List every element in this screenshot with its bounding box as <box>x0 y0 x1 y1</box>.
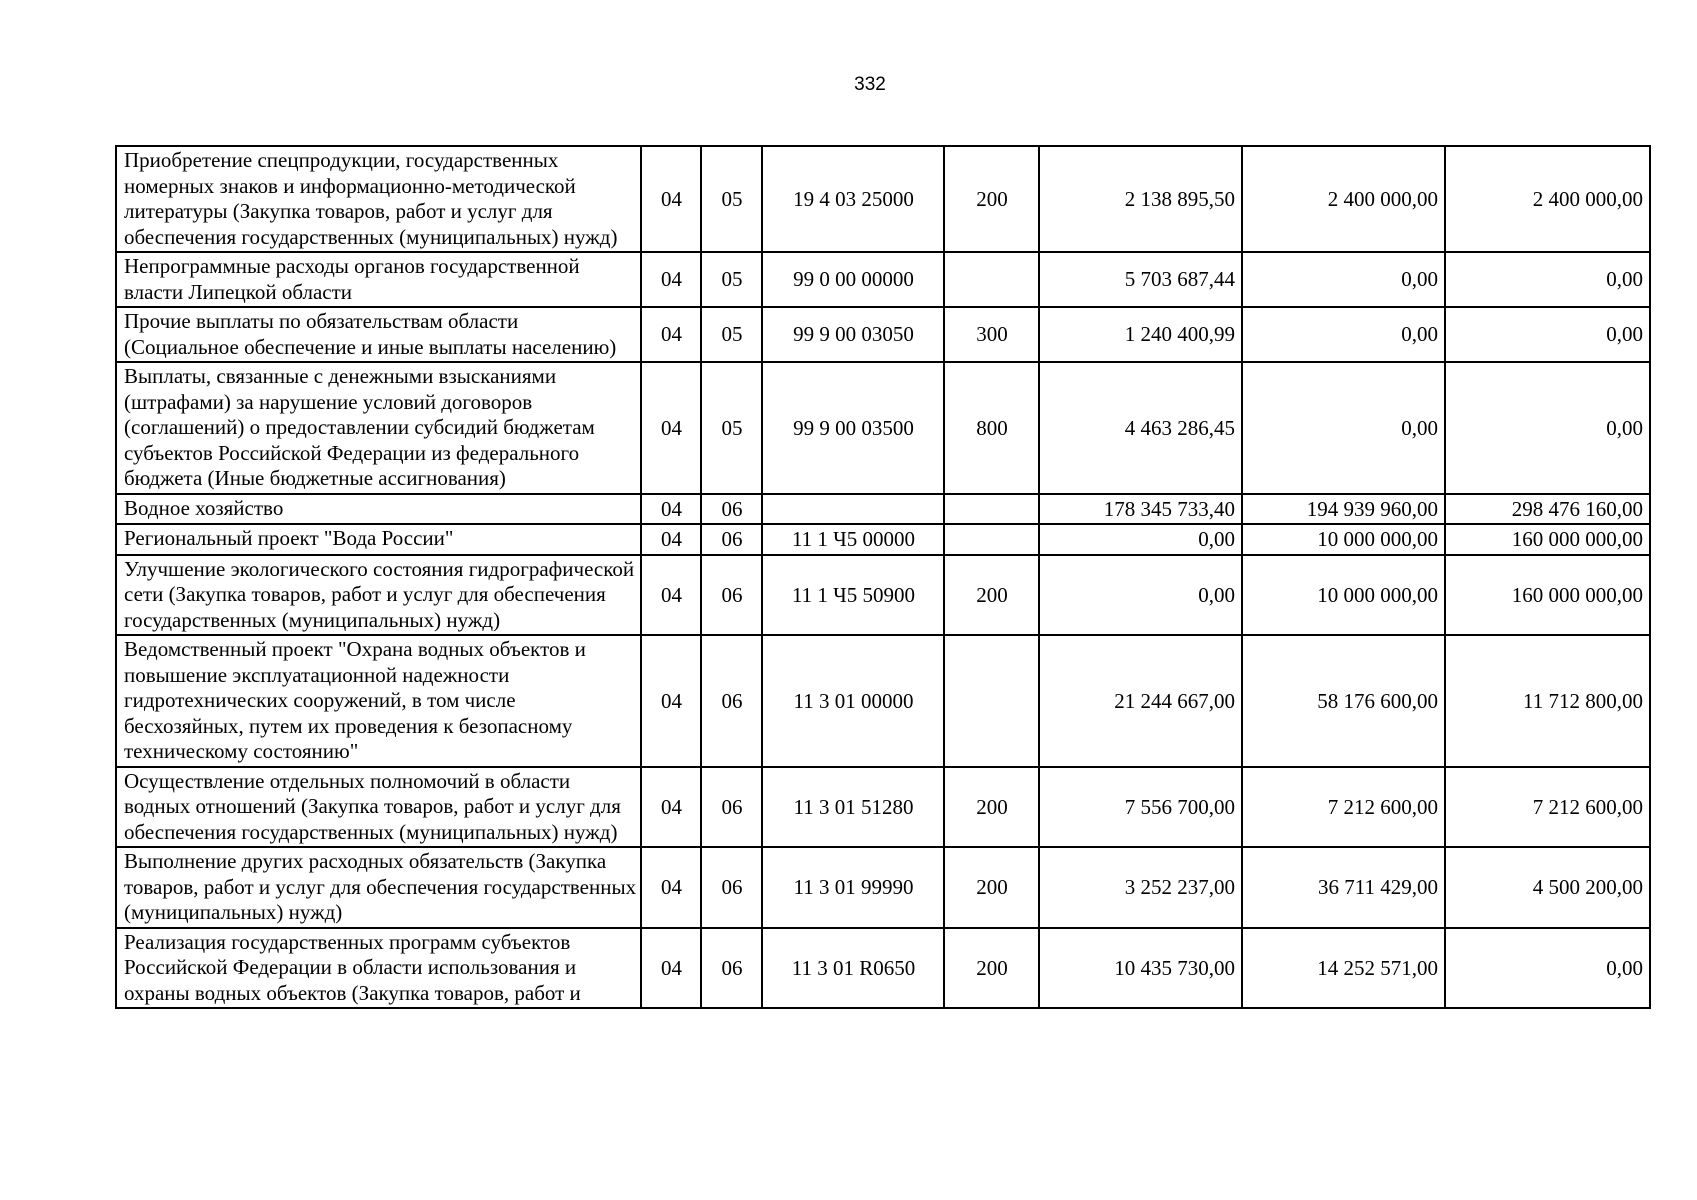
subsection-code: 06 <box>701 524 762 555</box>
amount-year-1: 7 556 700,00 <box>1039 767 1242 848</box>
amount-year-1: 21 244 667,00 <box>1039 635 1242 767</box>
amount-year-1: 2 138 895,50 <box>1039 146 1242 252</box>
expense-type-code: 200 <box>944 847 1039 928</box>
subsection-code: 05 <box>701 252 762 307</box>
section-code: 04 <box>641 146 701 252</box>
subsection-code: 06 <box>701 555 762 636</box>
amount-year-2: 0,00 <box>1242 307 1445 362</box>
subsection-code: 05 <box>701 362 762 494</box>
amount-year-3: 11 712 800,00 <box>1445 635 1650 767</box>
amount-year-1: 4 463 286,45 <box>1039 362 1242 494</box>
amount-year-3: 0,00 <box>1445 362 1650 494</box>
row-name: Прочие выплаты по обязательствам области (Социальное обеспечение и иные выплаты населению) <box>116 307 641 362</box>
amount-year-3: 7 212 600,00 <box>1445 767 1650 848</box>
section-code: 04 <box>641 524 701 555</box>
expense-type-code: 200 <box>944 767 1039 848</box>
table-row <box>116 494 1650 525</box>
subsection-code: 06 <box>701 494 762 525</box>
row-name: Ведомственный проект "Охрана водных объектов и повышение эксплуатационной надежности гидротехнических сооружений, в том числе бесхозяйных, путем их проведения к безопасному техническому состоянию" <box>116 635 641 767</box>
target-article-code: 11 3 01 R0650 <box>762 928 944 1009</box>
section-code: 04 <box>641 252 701 307</box>
row-name: Выплаты, связанные с денежными взысканиями (штрафами) за нарушение условий договоров (соглашений) о предоставлении субсидий бюджетам субъектов Российской Федерации из федерального бюджета (Иные бюджетные ассигнования) <box>116 362 641 494</box>
target-article-code: 19 4 03 25000 <box>762 146 944 252</box>
target-article-code: 99 9 00 03500 <box>762 362 944 494</box>
amount-year-3: 0,00 <box>1445 252 1650 307</box>
table-row <box>116 767 1650 848</box>
target-article-code: 11 3 01 00000 <box>762 635 944 767</box>
target-article-code: 99 0 00 00000 <box>762 252 944 307</box>
table-row <box>116 928 1650 1009</box>
expense-type-code: 200 <box>944 146 1039 252</box>
section-code: 04 <box>641 928 701 1009</box>
amount-year-2: 10 000 000,00 <box>1242 555 1445 636</box>
target-article-code: 11 3 01 99990 <box>762 847 944 928</box>
table-row <box>116 635 1650 767</box>
subsection-code: 05 <box>701 307 762 362</box>
row-name: Реализация государственных программ субъектов Российской Федерации в области использования и охраны водных объектов (Закупка товаров, работ и <box>116 928 641 1009</box>
amount-year-1: 5 703 687,44 <box>1039 252 1242 307</box>
amount-year-1: 0,00 <box>1039 524 1242 555</box>
section-code: 04 <box>641 635 701 767</box>
amount-year-3: 160 000 000,00 <box>1445 524 1650 555</box>
amount-year-2: 7 212 600,00 <box>1242 767 1445 848</box>
amount-year-2: 2 400 000,00 <box>1242 146 1445 252</box>
amount-year-2: 14 252 571,00 <box>1242 928 1445 1009</box>
amount-year-3: 298 476 160,00 <box>1445 494 1650 525</box>
subsection-code: 06 <box>701 635 762 767</box>
target-article-code <box>762 494 944 525</box>
section-code: 04 <box>641 555 701 636</box>
amount-year-1: 178 345 733,40 <box>1039 494 1242 525</box>
target-article-code: 11 1 Ч5 50900 <box>762 555 944 636</box>
amount-year-3: 0,00 <box>1445 307 1650 362</box>
table-row <box>116 307 1650 362</box>
amount-year-3: 2 400 000,00 <box>1445 146 1650 252</box>
expense-type-code <box>944 494 1039 525</box>
expense-type-code: 300 <box>944 307 1039 362</box>
expense-type-code: 800 <box>944 362 1039 494</box>
table-row <box>116 252 1650 307</box>
expense-type-code: 200 <box>944 928 1039 1009</box>
budget-table <box>115 145 1651 1009</box>
amount-year-3: 0,00 <box>1445 928 1650 1009</box>
target-article-code: 99 9 00 03050 <box>762 307 944 362</box>
amount-year-3: 4 500 200,00 <box>1445 847 1650 928</box>
amount-year-1: 0,00 <box>1039 555 1242 636</box>
amount-year-1: 1 240 400,99 <box>1039 307 1242 362</box>
table-row <box>116 524 1650 555</box>
row-name: Водное хозяйство <box>116 494 641 525</box>
target-article-code: 11 3 01 51280 <box>762 767 944 848</box>
target-article-code: 11 1 Ч5 00000 <box>762 524 944 555</box>
expense-type-code: 200 <box>944 555 1039 636</box>
amount-year-2: 0,00 <box>1242 362 1445 494</box>
row-name: Непрограммные расходы органов государственной власти Липецкой области <box>116 252 641 307</box>
row-name: Приобретение спецпродукции, государственных номерных знаков и информационно-методической литературы (Закупка товаров, работ и услуг для обеспечения государственных (муниципальных) нужд) <box>116 146 641 252</box>
amount-year-2: 58 176 600,00 <box>1242 635 1445 767</box>
amount-year-2: 0,00 <box>1242 252 1445 307</box>
amount-year-1: 10 435 730,00 <box>1039 928 1242 1009</box>
amount-year-3: 160 000 000,00 <box>1445 555 1650 636</box>
expense-type-code <box>944 635 1039 767</box>
row-name: Выполнение других расходных обязательств (Закупка товаров, работ и услуг для обеспечения государственных (муниципальных) нужд) <box>116 847 641 928</box>
subsection-code: 06 <box>701 928 762 1009</box>
row-name: Улучшение экологического состояния гидрографической сети (Закупка товаров, работ и услуг для обеспечения государственных (муниципальных) нужд) <box>116 555 641 636</box>
expense-type-code <box>944 252 1039 307</box>
section-code: 04 <box>641 847 701 928</box>
amount-year-2: 194 939 960,00 <box>1242 494 1445 525</box>
section-code: 04 <box>641 494 701 525</box>
table-row <box>116 555 1650 636</box>
section-code: 04 <box>641 307 701 362</box>
section-code: 04 <box>641 767 701 848</box>
row-name: Осуществление отдельных полномочий в области водных отношений (Закупка товаров, работ и услуг для обеспечения государственных (муниципальных) нужд) <box>116 767 641 848</box>
row-name: Региональный проект "Вода России" <box>116 524 641 555</box>
table-row <box>116 847 1650 928</box>
subsection-code: 06 <box>701 767 762 848</box>
subsection-code: 06 <box>701 847 762 928</box>
subsection-code: 05 <box>701 146 762 252</box>
table-row <box>116 362 1650 494</box>
amount-year-2: 10 000 000,00 <box>1242 524 1445 555</box>
table-row <box>116 146 1650 252</box>
section-code: 04 <box>641 362 701 494</box>
amount-year-2: 36 711 429,00 <box>1242 847 1445 928</box>
page-number: 332 <box>854 74 886 95</box>
amount-year-1: 3 252 237,00 <box>1039 847 1242 928</box>
expense-type-code <box>944 524 1039 555</box>
